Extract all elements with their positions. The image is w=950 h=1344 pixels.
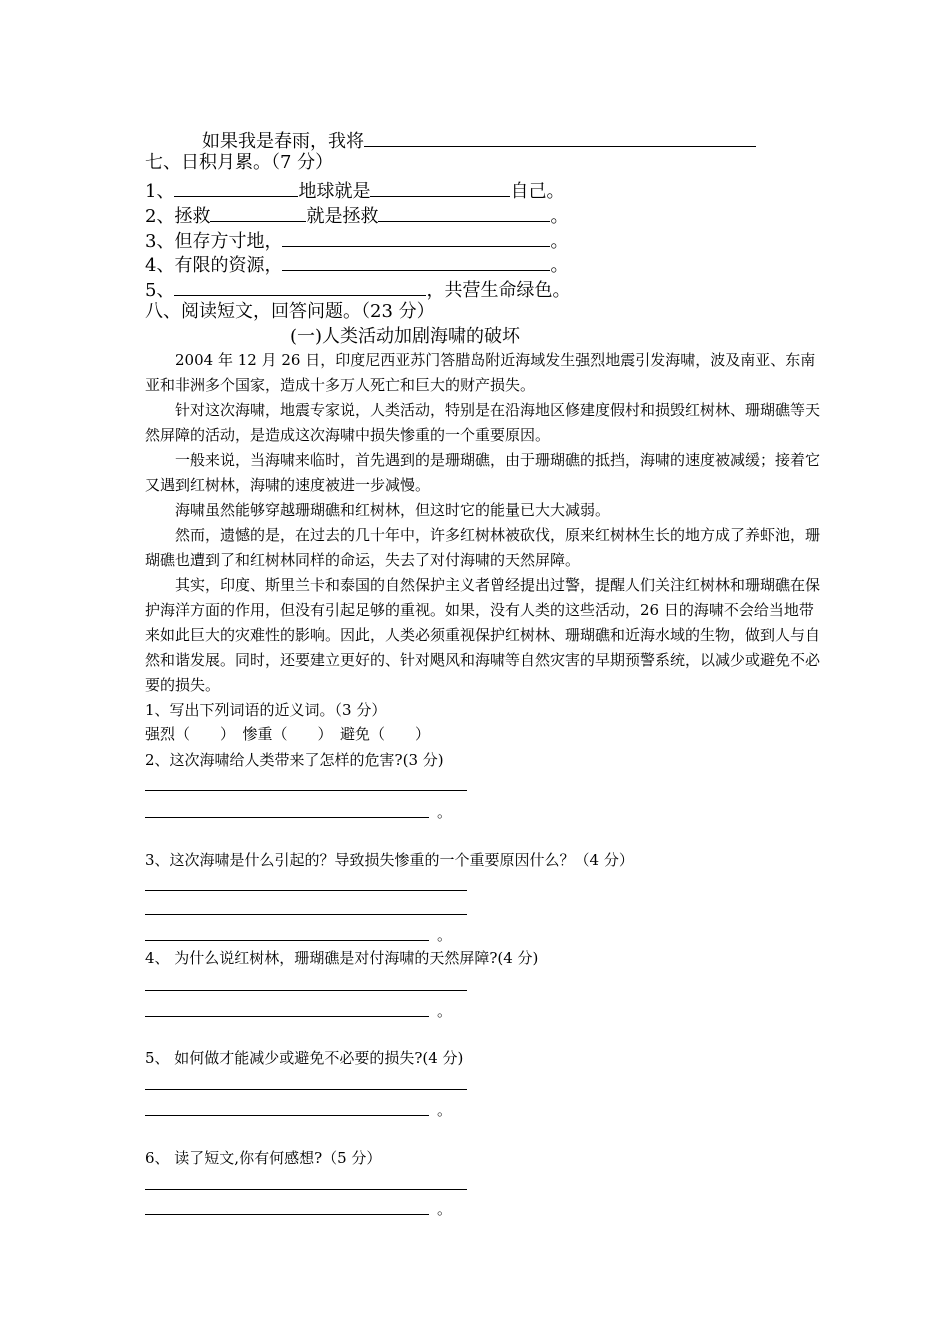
- question-3: 3、这次海啸是什么引起的？导致损失惨重的一个重要原因什么？（4 分）: [145, 851, 634, 869]
- passage-title: (一)人类活动加剧海啸的破坏: [290, 326, 521, 347]
- answer-blank[interactable]: [364, 128, 756, 147]
- answer-blank[interactable]: [282, 252, 550, 271]
- item-number: 2、: [145, 206, 175, 227]
- item-text: 拯救: [174, 206, 211, 227]
- item-number: 4、: [145, 255, 175, 276]
- question-5: 5、 如何做才能减少或避免不必要的损失?(4 分): [145, 1049, 464, 1067]
- paragraph: 针对这次海啸，地震专家说，人类活动，特别是在沿海地区修建度假村和损毁红树林、珊瑚礁等天然屏障的活动，是造成这次海啸中损失惨重的一个重要原因。: [145, 401, 821, 444]
- item-text: 。: [550, 255, 569, 276]
- section7-item-3: [145, 228, 568, 253]
- passage-body: [145, 348, 825, 698]
- answer-line[interactable]: [145, 990, 467, 991]
- answer-line[interactable]: [145, 890, 467, 891]
- item-text: ，共营生命绿色。: [426, 280, 571, 301]
- question-1: 1、写出下列词语的近义词。（3 分）: [145, 701, 387, 719]
- question-6: 6、 读了短文,你有何感想?（5 分）: [145, 1149, 382, 1167]
- section8-heading: 八、阅读短文，回答问题。（23 分）: [145, 301, 435, 322]
- answer-line[interactable]: [145, 914, 467, 915]
- paragraph: 海啸虽然能够穿越珊瑚礁和红树林，但这时它的能量已大大减弱。: [175, 501, 611, 519]
- item-number: 3、: [145, 231, 175, 252]
- item-text: 有限的资源，: [174, 255, 283, 276]
- section7-item-4: [145, 252, 568, 277]
- item-text: 自己。: [510, 181, 565, 202]
- answer-blank[interactable]: [210, 203, 306, 222]
- section7-heading: 七、日积月累。（7 分）: [145, 152, 334, 173]
- item-text: 。: [550, 206, 569, 227]
- answer-line[interactable]: [145, 1189, 467, 1190]
- paragraph: 一般来说，当海啸来临时，首先遇到的是珊瑚礁，由于珊瑚礁的抵挡，海啸的速度被减缓；接着它又遇到红树林，海啸的速度被进一步减慢。: [145, 451, 821, 494]
- paragraph: 然而，遗憾的是，在过去的几十年中，许多红树林被砍伐，原来红树林生长的地方成了养虾池，珊瑚礁也遭到了和红树林同样的命运，失去了对付海啸的天然屏障。: [145, 526, 821, 569]
- item-number: 1、: [145, 181, 175, 202]
- full-stop: 。: [437, 1002, 453, 1020]
- paragraph: 其实，印度、斯里兰卡和泰国的自然保护主义者曾经提出过警，提醒人们关注红树林和珊瑚礁在保护海洋方面的作用，但没有引起足够的重视。如果，没有人类的这些活动，26 日的海啸不会给当地带来如此巨大的灾难性的影响。因此，人类必须重视保护红树林、珊瑚礁和近海水域的生物，做到人与自然和谐发展。同时，还要建立更好的、针对飓风和海啸等自然灾害的早期预警系统，以减少或避免不必要的损失。: [145, 576, 821, 694]
- answer-line[interactable]: [145, 817, 429, 818]
- full-stop: 。: [437, 803, 453, 821]
- item-text: 就是拯救: [306, 206, 379, 227]
- item-text: 地球就是: [298, 181, 371, 202]
- answer-blank[interactable]: [174, 178, 298, 197]
- section7-item-5: [145, 277, 570, 302]
- answer-blank[interactable]: [378, 203, 550, 222]
- paragraph: 2004 年 12 月 26 日，印度尼西亚苏门答腊岛附近海域发生强烈地震引发海啸，波及南亚、东南亚和非洲多个国家，造成十多万人死亡和巨大的财产损失。: [145, 351, 816, 394]
- answer-line[interactable]: [145, 1089, 467, 1090]
- rain-prefix: 如果我是春雨，我将: [202, 131, 364, 152]
- answer-line[interactable]: [145, 1016, 429, 1017]
- answer-line[interactable]: [145, 940, 429, 941]
- section7-item-2: [145, 203, 568, 228]
- item-text: 但存方寸地，: [174, 231, 283, 252]
- answer-blank[interactable]: [282, 228, 550, 247]
- answer-line[interactable]: [145, 790, 467, 791]
- answer-blank[interactable]: [370, 178, 510, 197]
- question-2: 2、这次海啸给人类带来了怎样的危害?(3 分): [145, 751, 444, 769]
- question-4: 4、 为什么说红树林，珊瑚礁是对付海啸的天然屏障?(4 分): [145, 949, 539, 967]
- rain-sentence: [202, 128, 756, 153]
- item-number: 5、: [145, 280, 175, 301]
- full-stop: 。: [437, 1200, 453, 1218]
- answer-line[interactable]: [145, 1214, 429, 1215]
- section7-item-1: [145, 178, 564, 203]
- answer-blank[interactable]: [174, 277, 426, 296]
- full-stop: 。: [437, 1101, 453, 1119]
- full-stop: 。: [437, 926, 453, 944]
- answer-line[interactable]: [145, 1115, 429, 1116]
- synonym-words: 强烈（ ） 惨重（ ） 避免（ ）: [145, 725, 431, 743]
- item-text: 。: [550, 231, 569, 252]
